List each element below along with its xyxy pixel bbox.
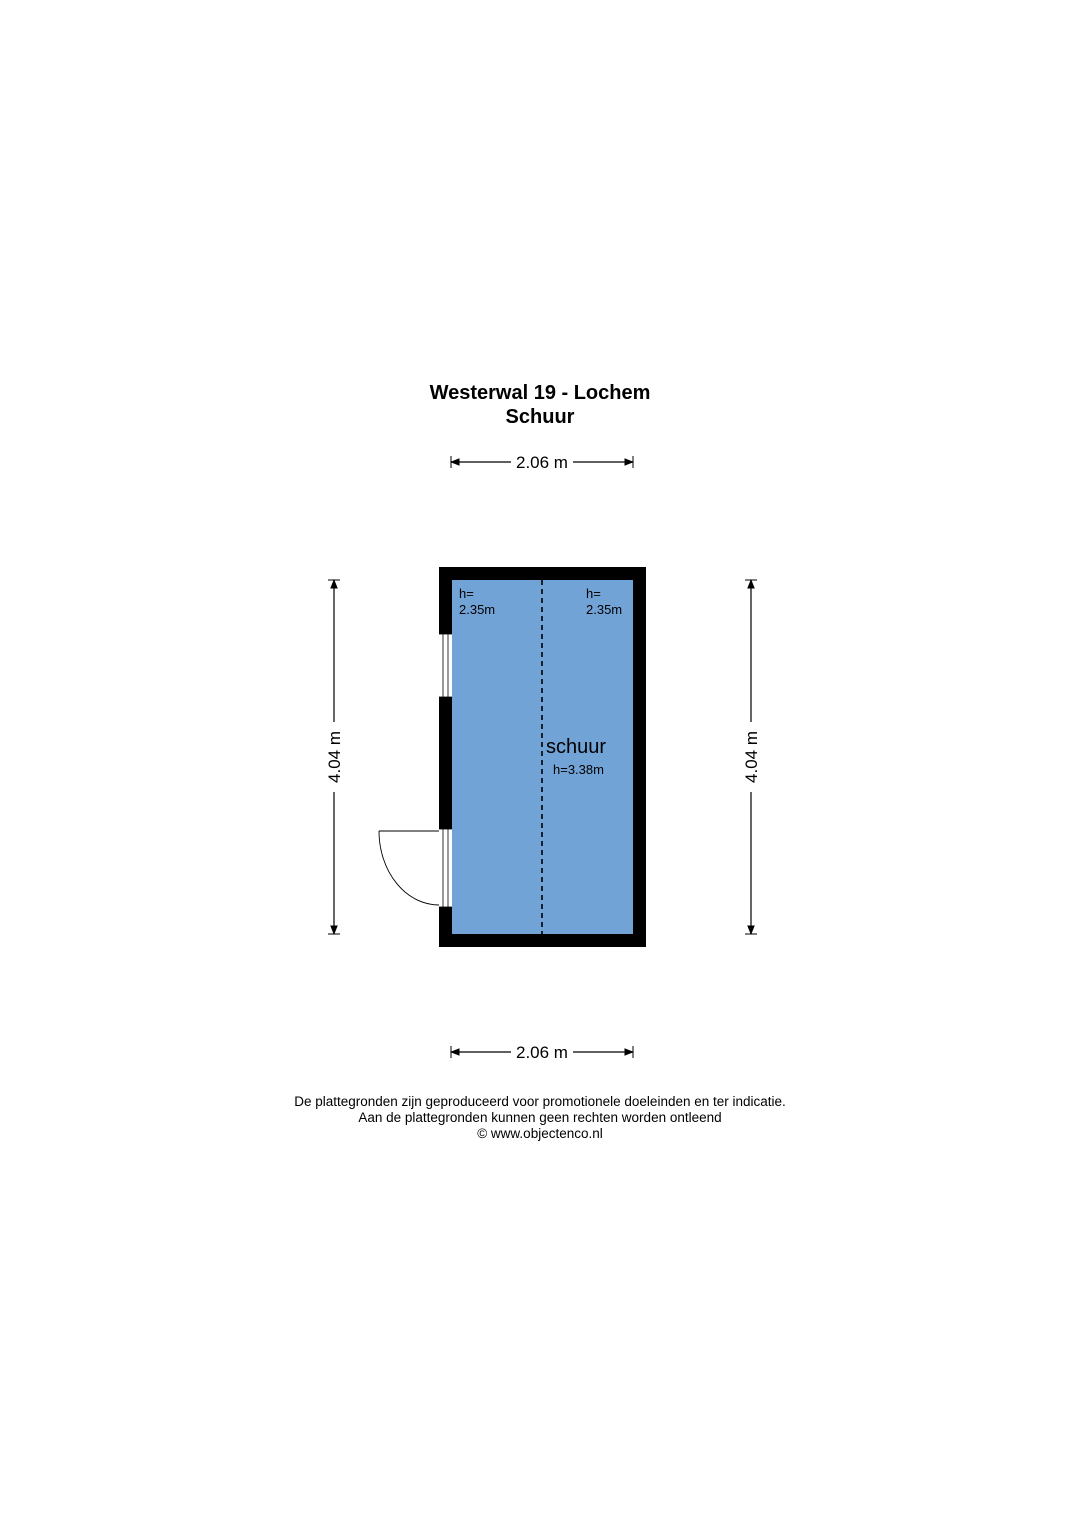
door-opening xyxy=(439,829,452,907)
zone-right-height-label: h= xyxy=(586,586,601,601)
room-height: h=3.38m xyxy=(553,762,604,777)
dimension-bottom xyxy=(451,1043,633,1062)
room-name: schuur xyxy=(546,736,607,758)
copyright-link[interactable]: © www.objectenco.nl xyxy=(477,1126,603,1141)
disclaimer xyxy=(0,1094,1080,1142)
zone-left-height-value: 2.35m xyxy=(459,602,496,617)
room-schuur xyxy=(379,567,646,947)
dimension-top-label: 2.06 m xyxy=(516,453,568,472)
dimension-right xyxy=(742,580,761,934)
disclaimer-line-2: Aan de plattegronden kunnen geen rechten worden ontleend xyxy=(358,1110,722,1125)
window xyxy=(439,634,452,697)
zone-right-height-value: 2.35m xyxy=(586,602,623,617)
dimension-left-label: 4.04 m xyxy=(325,731,344,783)
dimension-bottom-label: 2.06 m xyxy=(516,1043,568,1062)
zone-left-height-label: h= xyxy=(459,586,474,601)
door-swing xyxy=(379,831,439,905)
plan-title: Westerwal 19 - Lochem xyxy=(429,382,651,404)
plan-subtitle: Schuur xyxy=(505,406,575,428)
disclaimer-line-1: De plattegronden zijn geproduceerd voor promotionele doeleinden en ter indicatie. xyxy=(294,1094,786,1109)
dimension-top xyxy=(451,453,633,472)
dimension-left xyxy=(325,580,344,934)
dimension-right-label: 4.04 m xyxy=(742,731,761,783)
